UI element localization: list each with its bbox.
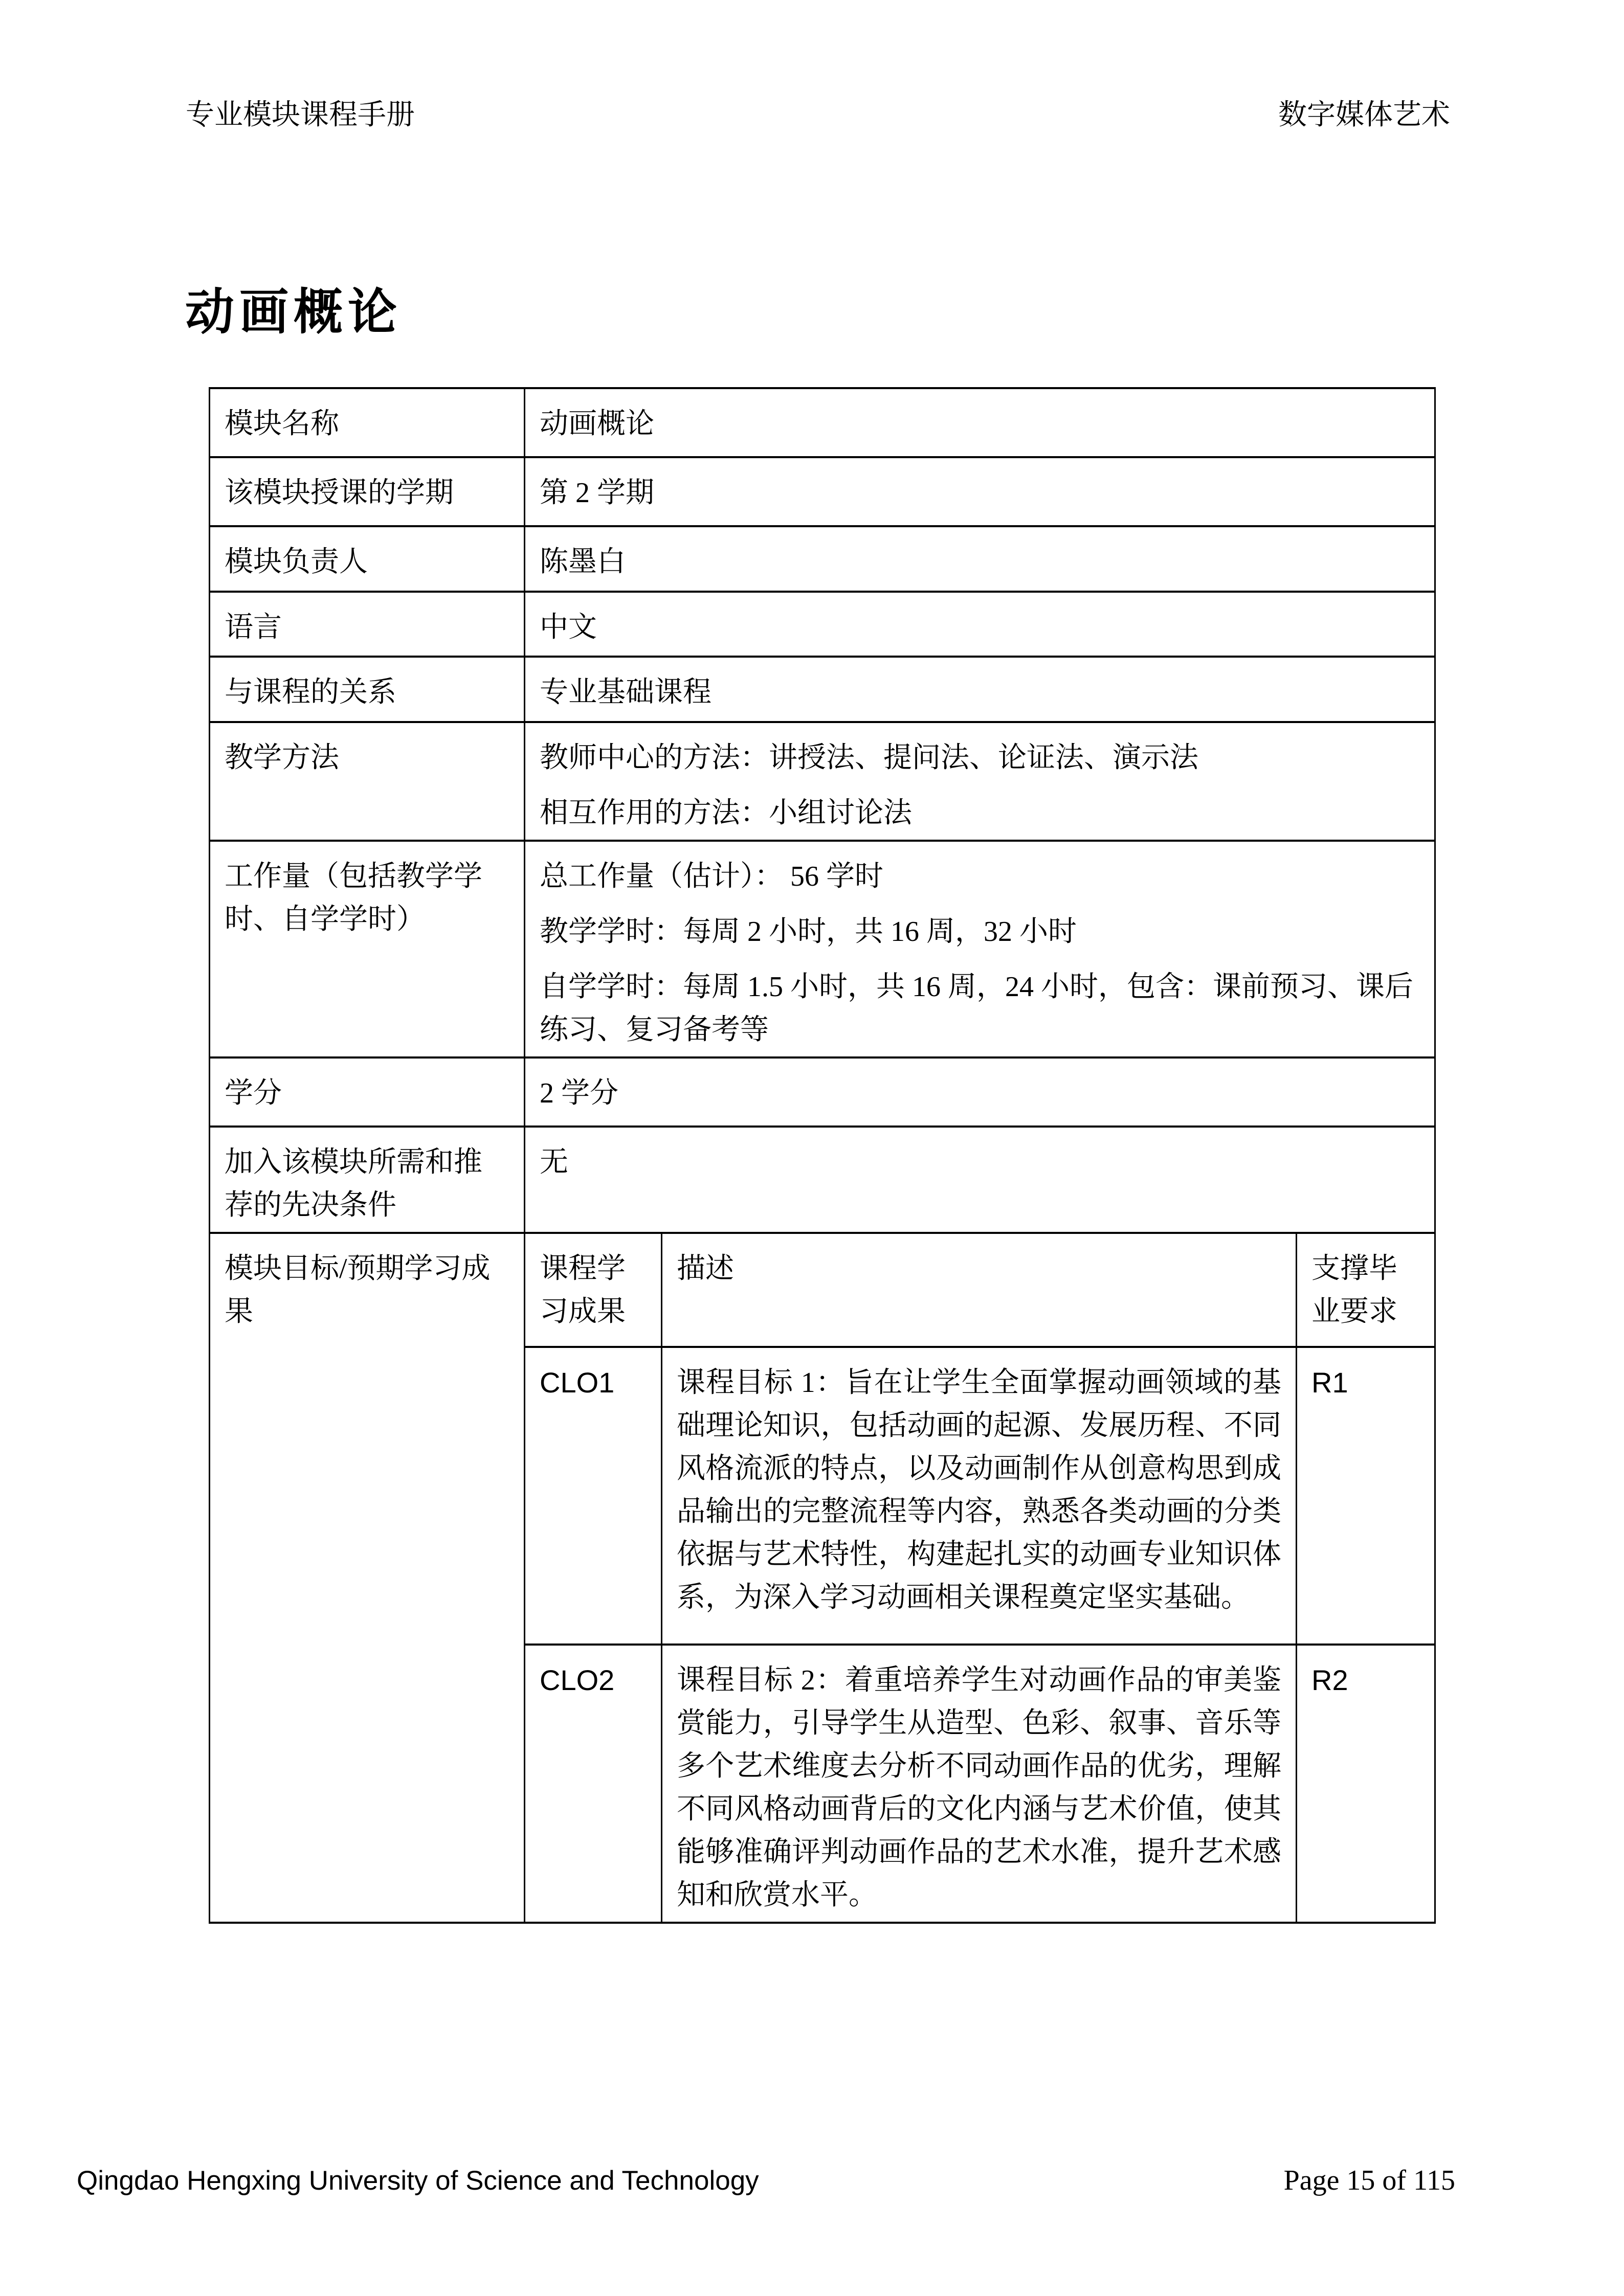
table-row-curriculum-relation <box>210 657 1435 722</box>
workload-paragraph: 总工作量（估计）： 56 学时 <box>540 861 883 892</box>
clo-description-text: 课程目标 2：着重培养学生对动画作品的审美鉴赏能力，引导学生从造型、色彩、叙事、音乐等多个艺术维度去分析不同动画作品的优劣，理解不同风格动画背后的文化内涵与艺术价值，使其能够准确评判动画作品的艺术水准，提升艺术感知和欣赏水平。 <box>677 1664 1281 1911</box>
clo-id: CLO1 <box>525 1347 662 1645</box>
workload-paragraph: 教学学时：每周 2 小时，共 16 周，32 小时 <box>540 916 1077 948</box>
header-left-text: 专业模块课程手册 <box>186 99 415 131</box>
row-label: 与课程的关系 <box>210 657 525 722</box>
page-footer <box>77 2164 1455 2197</box>
row-label: 工作量（包括教学学时、自学学时） <box>210 841 525 1057</box>
table-row-credits <box>210 1057 1435 1127</box>
table-row-language <box>210 592 1435 657</box>
table-row-semester <box>210 457 1435 526</box>
row-label: 学分 <box>210 1057 525 1127</box>
row-label: 该模块授课的学期 <box>210 457 525 526</box>
outcomes-col-header-clo: 课程学习成果 <box>525 1233 662 1347</box>
row-value: 动画概论 <box>525 388 1435 457</box>
table-row-module-name <box>210 388 1435 457</box>
row-label: 加入该模块所需和推荐的先决条件 <box>210 1127 525 1233</box>
teaching-method-paragraph: 教师中心的方法：讲授法、提问法、论证法、演示法 <box>540 742 1198 774</box>
row-value: 专业基础课程 <box>525 657 1435 722</box>
row-label: 模块负责人 <box>210 526 525 592</box>
clo-supported-requirement: R2 <box>1297 1645 1435 1923</box>
row-value: 陈墨白 <box>525 526 1435 592</box>
table-row-module-leader <box>210 526 1435 592</box>
clo-description <box>662 1347 1297 1645</box>
row-value <box>525 841 1435 1057</box>
row-label: 教学方法 <box>210 722 525 841</box>
teaching-method-paragraph: 相互作用的方法：小组讨论法 <box>540 797 912 829</box>
outcomes-row-label: 模块目标/预期学习成果 <box>210 1233 525 1923</box>
clo-id: CLO2 <box>525 1645 662 1923</box>
row-value <box>525 722 1435 841</box>
footer-institution-text: Qingdao Hengxing University of Science and Technology <box>77 2166 759 2196</box>
outcomes-col-header-req: 支撑毕业要求 <box>1297 1233 1435 1347</box>
outcomes-col-header-desc: 描述 <box>662 1233 1297 1347</box>
page-title: 动画概论 <box>185 285 402 340</box>
workload-paragraph: 自学学时：每周 1.5 小时，共 16 周，24 小时，包含：课前预习、课后练习、复习备考等 <box>540 971 1413 1046</box>
table-row-prerequisites <box>210 1127 1435 1233</box>
row-value: 中文 <box>525 592 1435 657</box>
page-header <box>186 98 1450 132</box>
table-row-workload <box>210 841 1435 1057</box>
row-label: 模块名称 <box>210 388 525 457</box>
outcomes-header-row <box>210 1233 1435 1347</box>
clo-description-text: 课程目标 1：旨在让学生全面掌握动画领域的基础理论知识，包括动画的起源、发展历程、不同风格流派的特点，以及动画制作从创意构思到成品输出的完整流程等内容，熟悉各类动画的分类依据与艺术特性，构建起扎实的动画专业知识体系，为深入学习动画相关课程奠定坚实基础。 <box>677 1367 1281 1613</box>
row-value: 无 <box>525 1127 1435 1233</box>
row-label: 语言 <box>210 592 525 657</box>
row-value: 2 学分 <box>525 1057 1435 1127</box>
clo-description <box>662 1645 1297 1923</box>
table-row-teaching-methods <box>210 722 1435 841</box>
row-value: 第 2 学期 <box>525 457 1435 526</box>
clo-supported-requirement: R1 <box>1297 1347 1435 1645</box>
header-right-text: 数字媒体艺术 <box>1278 99 1450 131</box>
footer-page-number: Page 15 of 115 <box>1283 2165 1455 2196</box>
module-info-table <box>209 387 1436 1924</box>
